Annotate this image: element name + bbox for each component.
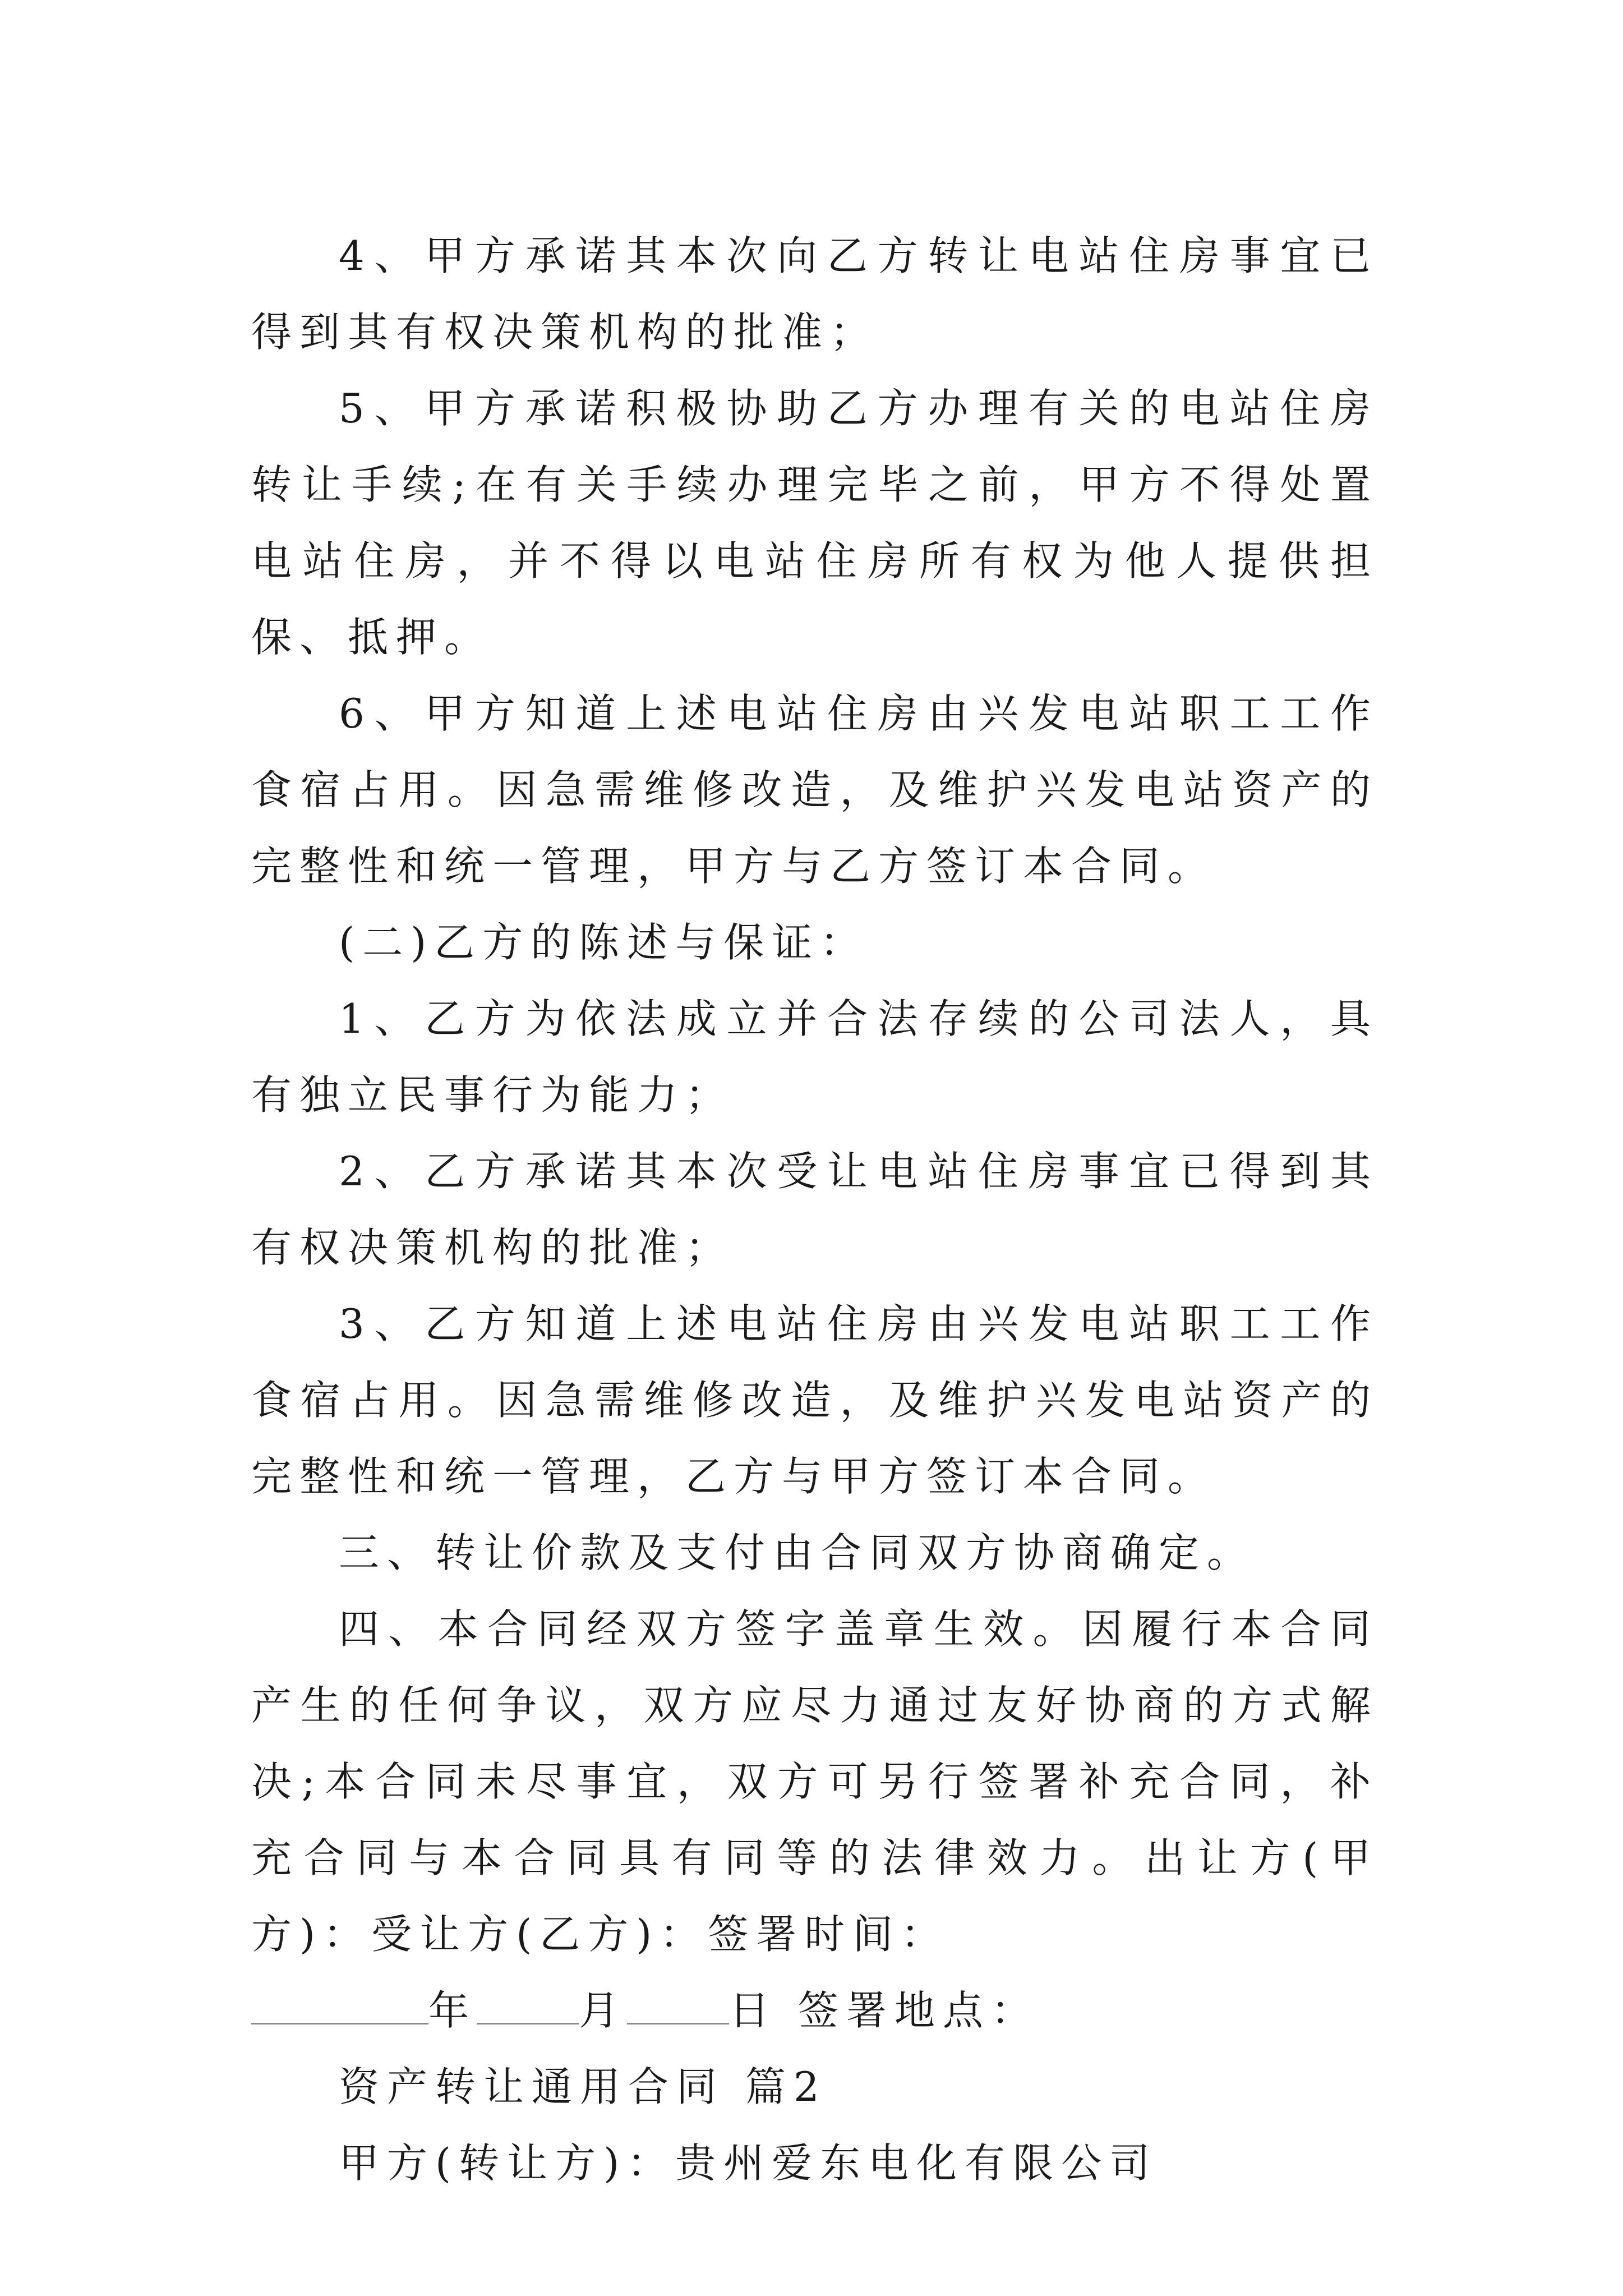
clause-a-6: 6、甲方知道上述电站住房由兴发电站职工工作食宿占用。因急需维修改造，及维护兴发电站资产的完整性和统一管理，甲方与乙方签订本合同。 [251, 690, 1378, 890]
party-b-heading: (二)乙方的陈述与保证： [339, 919, 869, 966]
clause-a-4: 4、甲方承诺其本次向乙方转让电站住房事宜已得到其有权决策机构的批准； [251, 232, 1378, 356]
document-body [251, 218, 1378, 2201]
clause-b-1: 1、乙方为依法成立并合法存续的公司法人，具有独立民事行为能力； [251, 995, 1378, 1119]
day-blank [627, 1984, 729, 2024]
section-title: 资产转让通用合同 篇2 [339, 2063, 827, 2110]
article-3: 三、转让价款及支付由合同双方协商确定。 [339, 1529, 1256, 1576]
signing-line [251, 1972, 1378, 2049]
party-a-line: 甲方(转让方)：贵州爱东电化有限公司 [339, 2139, 1158, 2187]
month-blank [477, 1984, 579, 2024]
clause-a-5: 5、甲方承诺积极协助乙方办理有关的电站住房转让手续;在有关手续办理完毕之前，甲方不得处置电站住房，并不得以电站住房所有权为他人提供担保、抵押。 [251, 385, 1378, 661]
year-label: 年 [428, 1987, 477, 2034]
signing-place-label: 签署地点： [797, 1987, 1039, 2034]
year-blank [251, 1984, 428, 2024]
month-label: 月 [579, 1987, 628, 2034]
clause-b-2: 2、乙方承诺其本次受让电站住房事宜已得到其有权决策机构的批准； [251, 1148, 1378, 1271]
day-label: 日 [729, 1987, 778, 2034]
article-4: 四、本合同经双方签字盖章生效。因履行本合同产生的任何争议，双方应尽力通过友好协商的方式解决;本合同未尽事宜，双方可另行签署补充合同，补充合同与本合同具有同等的法律效力。出让方(甲方)：受让方(乙方)：签署时间： [251, 1605, 1378, 1958]
clause-b-3: 3、乙方知道上述电站住房由兴发电站职工工作食宿占用。因急需维修改造，及维护兴发电站资产的完整性和统一管理，乙方与甲方签订本合同。 [251, 1300, 1378, 1500]
